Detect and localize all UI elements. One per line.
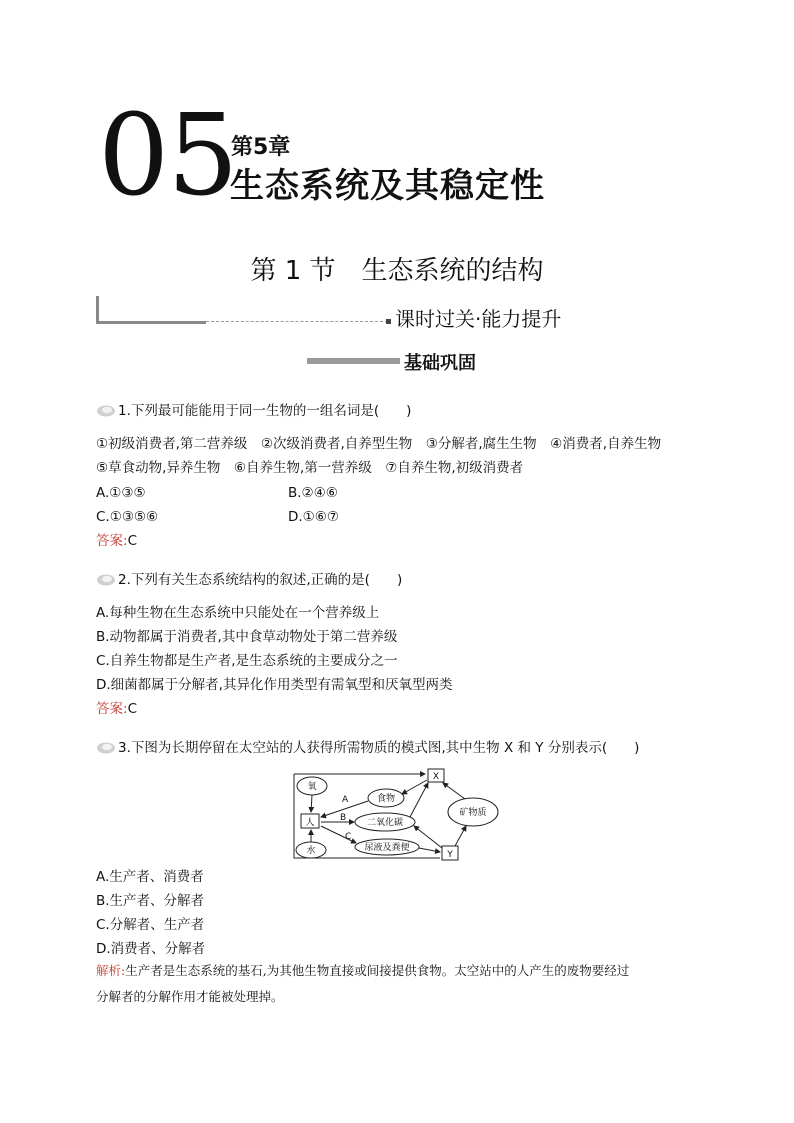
q2-answer-row [96,697,137,721]
q3-explanation-label: 解析: [96,963,126,978]
chapter-label: 第5章 [231,135,291,160]
q1-option-c: C.①③⑤⑥ [96,509,159,525]
question-bullet-icon [96,572,116,586]
lesson-banner: 课时过关·能力提升 [395,307,562,331]
q3-option-c: C.分解者、生产者 [96,917,205,933]
question-bullet-icon [96,740,116,754]
banner-marker [386,319,391,324]
q1-option-d: D.①⑥⑦ [288,509,339,525]
q3-option-d: D.消费者、分解者 [96,941,206,957]
human-label: 人 [305,818,315,828]
q3-option-a: A.生产者、消费者 [96,869,204,885]
minerals-label: 矿物质 [459,808,487,818]
co2-label: 二氧化碳 [366,818,404,828]
oxygen-label: 氧 [307,782,317,792]
y-label: Y [447,850,453,860]
q2-stem-row [96,568,402,592]
x-label: X [432,772,440,782]
q2-option-d: D.细菌都属于分解者,其异化作用类型有需氧型和厌氧型两类 [96,677,453,693]
q3-explanation-line1 [96,958,706,984]
q1-items-line1: ①初级消费者,第二营养级 ②次级消费者,自养型生物 ③分解者,腐生生物 ④消费者,自养生物 [96,436,662,452]
q1-stem-row [96,399,411,423]
q2-stem: 2.下列有关生态系统结构的叙述,正确的是( ) [118,572,403,588]
q2-answer: C [127,701,137,717]
q3-stem: 3.下图为长期停留在太空站的人获得所需物质的模式图,其中生物 X 和 Y 分别表示( ) [118,740,640,756]
q1-answer-row [96,529,137,553]
q3-explanation-line2: 分解者的分解作用才能被处理掉。 [96,989,284,1004]
food-label: 食物 [376,794,396,804]
water-label: 水 [306,846,316,856]
basic-section-label: 基础巩固 [404,353,476,374]
q2-answer-label: 答案: [96,701,128,717]
q1-option-a: A.①③⑤ [96,485,146,501]
q2-option-a: A.每种生物在生态系统中只能处在一个营养级上 [96,605,380,621]
basic-section-bar [307,358,400,364]
q1-stem: 1.下列最可能能用于同一生物的一组名词是( ) [118,403,412,419]
arrow-waste-y [419,848,440,852]
chapter-number: 05 [98,91,237,221]
q1-items-line2: ⑤草食动物,异养生物 ⑥自养生物,第一营养级 ⑦自养生物,初级消费者 [96,460,524,476]
chapter-title: 生态系统及其稳定性 [230,166,545,206]
q3-stem-row [96,736,639,760]
q2-option-c: C.自养生物都是生产者,是生态系统的主要成分之一 [96,653,398,669]
banner-dashed-rule [206,321,388,322]
section-title: 第 1 节 生态系统的结构 [250,256,544,286]
arrow-oxygen-human [311,795,312,812]
question-bullet-icon [96,403,116,417]
waste-label: 尿液及粪便 [364,843,410,853]
arrow-c-label: C [345,832,352,842]
material-cycle-diagram [290,768,502,864]
q3-explanation-text1: 生产者是生态系统的基石,为其他生物直接或间接提供食物。太空站中的人产生的废物要经过 [125,963,630,978]
arrow-minerals-x [443,783,465,799]
q1-option-b: B.②④⑥ [288,485,338,501]
q1-answer-label: 答案: [96,533,128,549]
arrow-y-minerals [455,826,466,846]
banner-rule [96,321,206,324]
arrow-b-label: B [340,813,347,823]
q2-option-b: B.动物都属于消费者,其中食草动物处于第二营养级 [96,629,398,645]
q3-option-b: B.生产者、分解者 [96,893,205,909]
arrow-a-label: A [342,795,349,805]
q1-answer: C [127,533,137,549]
banner-bracket [96,296,99,324]
